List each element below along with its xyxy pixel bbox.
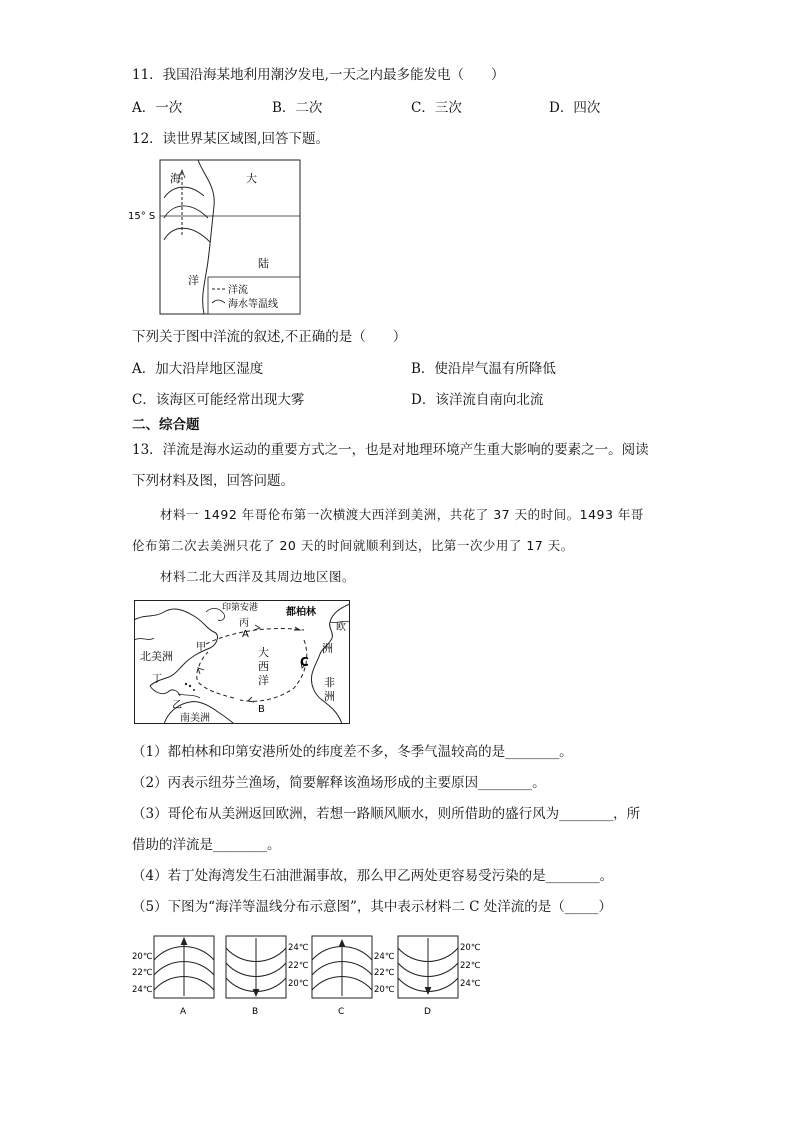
arrow-up-icon [181, 938, 187, 945]
panel-c-label-1: 24℃ [374, 952, 395, 962]
q12-option-b: B．使沿岸气温有所降低 [411, 361, 556, 377]
label-yi: 乙 [172, 700, 182, 711]
panel-d-letter: D [424, 1007, 431, 1017]
label-c: C [300, 655, 309, 669]
atlantic-char-1: 大 [258, 646, 269, 659]
panel-c-letter: C [338, 1007, 345, 1017]
legend-current-label: 洋流 [228, 285, 248, 296]
panel-a-label-1: 20℃ [132, 952, 153, 962]
panel-d-label-2: 22℃ [460, 961, 480, 971]
atlantic-char-2: 西 [258, 660, 269, 673]
ocean-char-yang: 洋 [188, 274, 199, 287]
north-atlantic-map [134, 600, 350, 724]
ocean-char-hai: 海 [170, 172, 181, 185]
arrow-down-icon [425, 987, 431, 994]
panel-d [398, 936, 480, 1017]
q11-option-a: A．一次 [132, 100, 183, 116]
north-america-label: 北美洲 [140, 650, 173, 663]
q12-region-map [128, 156, 308, 318]
isotherm-1 [164, 187, 204, 198]
panel-d-label-1: 20℃ [460, 943, 480, 953]
label-ding: 丁 [152, 674, 162, 685]
q12-option-c: C．该海区可能经常出现大雾 [132, 392, 305, 408]
q13-sub4: （4）若丁处海湾发生石油泄漏事故，那么甲乙两处更容易受污染的是________。 [132, 868, 614, 884]
q13-stem-line2: 下列材料及图，回答问题。 [132, 473, 294, 489]
material-2: 材料二北大西洋及其周边地区图。 [160, 569, 356, 584]
isotherm-3 [164, 228, 210, 242]
label-b: B [258, 704, 265, 715]
arrow-up-icon [339, 940, 345, 947]
panel-b-letter: B [252, 1007, 259, 1017]
material-1-line2: 伦布第二次去美洲只花了 20 天的时间就顺利到达，比第一次少用了 17 天。 [132, 538, 574, 553]
panel-c [312, 936, 395, 1017]
panel-a-label-2: 22℃ [132, 968, 153, 978]
land-char-da: 大 [246, 172, 257, 185]
land-char-lu: 陆 [258, 257, 269, 270]
q11-option-c: C．三次 [411, 100, 462, 116]
africa-char-2: 洲 [324, 690, 335, 703]
panel-b-label-1: 24℃ [288, 943, 309, 953]
q13-sub3-line2: 借助的洋流是________。 [132, 837, 281, 853]
panel-b [226, 936, 309, 1017]
q11-option-b: B．二次 [272, 100, 323, 116]
q13-sub1: （1）都柏林和印第安港所处的纬度差不多，冬季气温较高的是________。 [132, 744, 573, 760]
q12-option-d: D．该洋流自南向北流 [411, 392, 544, 408]
isotherm-panels [130, 930, 480, 1020]
q11-stem: 11．我国沿海某地利用潮汐发电,一天之内最多能发电（ ） [132, 67, 505, 83]
q12-stem: 12．读世界某区域图,回答下题。 [132, 131, 329, 147]
section-heading: 二、综合题 [132, 417, 200, 433]
dublin-label: 都柏林 [286, 607, 316, 618]
legend-isotherm-label: 海水等温线 [228, 299, 278, 310]
q13-stem-line1: 13．洋流是海水运动的重要方式之一，也是对地理环境产生重大影响的要素之一。阅读 [132, 442, 649, 458]
europe-char-zhou: 洲 [322, 642, 333, 655]
q11-option-d: D．四次 [549, 100, 601, 116]
label-a: A [242, 629, 249, 640]
panel-c-label-3: 20℃ [374, 985, 395, 995]
panel-a [132, 936, 214, 1017]
latitude-label: 15° S [128, 211, 156, 222]
south-america-label: 南美洲 [180, 713, 210, 724]
label-bing: 丙 [239, 618, 249, 629]
panel-d-label-3: 24℃ [460, 979, 480, 989]
arrow-down-icon [253, 989, 259, 996]
label-jia: 甲 [196, 642, 206, 653]
indian-harbor-label: 印第安港 [222, 603, 259, 613]
q13-sub3-line1: （3）哥伦布从美洲返回欧洲，若想一路顺风顺水，则所借助的盛行风为________，所 [132, 806, 641, 822]
q12-option-a: A．加大沿岸地区湿度 [132, 361, 264, 377]
africa-char-1: 非 [324, 676, 335, 689]
island-dot-2 [189, 685, 191, 687]
europe-char-ou: 欧 [336, 622, 346, 633]
island-dot-1 [185, 683, 187, 685]
q13-sub5: （5）下图为“海洋等温线分布示意图”，其中表示材料二 C 处洋流的是（_____） [132, 899, 613, 915]
q12-question: 下列关于图中洋流的叙述,不正确的是（ ） [132, 329, 407, 345]
material-1-line1: 材料一 1492 年哥伦布第一次横渡大西洋到美洲，共花了 37 天的时间。1493 年哥 [160, 507, 644, 522]
panel-b-label-2: 22℃ [288, 961, 309, 971]
q13-sub2: （2）丙表示纽芬兰渔场，简要解释该渔场形成的主要原因________。 [132, 775, 546, 791]
panel-a-label-3: 24℃ [132, 985, 153, 995]
panel-c-label-2: 22℃ [374, 968, 395, 978]
panel-b-label-3: 20℃ [288, 979, 309, 989]
panel-a-letter: A [180, 1007, 187, 1017]
atlantic-char-3: 洋 [258, 674, 269, 687]
island-dot-3 [193, 689, 195, 691]
